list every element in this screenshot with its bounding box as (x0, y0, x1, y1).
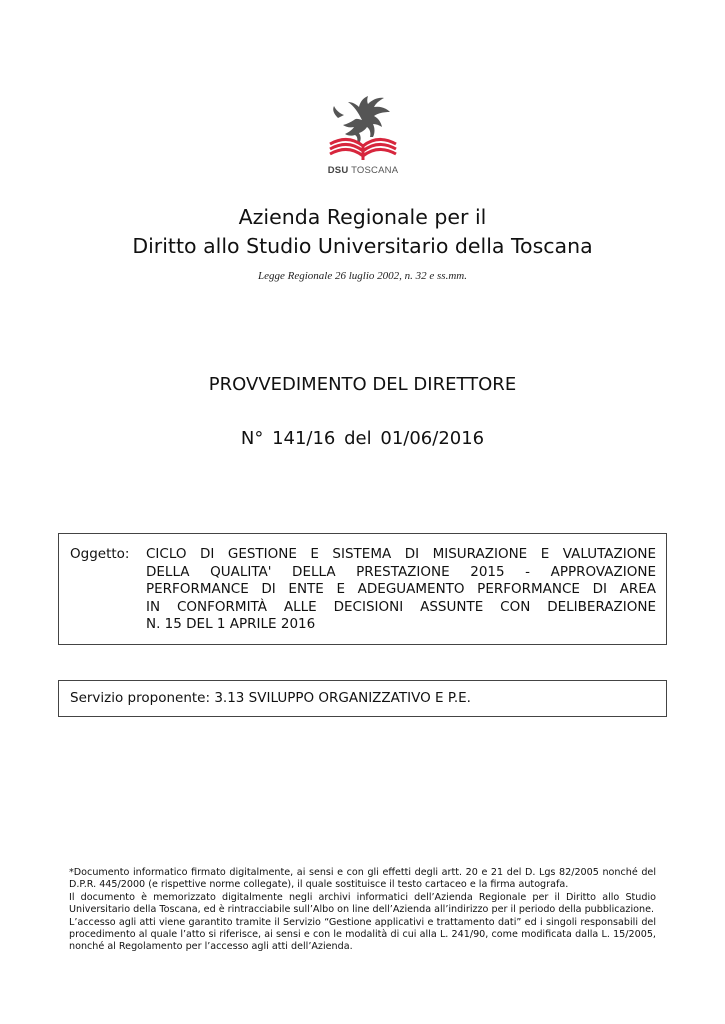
service-box (58, 680, 667, 717)
subject-line: DELLA QUALITA' DELLA PRESTAZIONE 2015 - APPROVAZIONE (146, 563, 656, 580)
footnote-paragraph: L’accesso agli atti viene garantito tramite il Servizio “Gestione applicativi e trattamento dati” ed i singoli responsabili del procedimento al quale l’atto si riferisce, ai sensi e con le modalità di cui alla L. 241/90, come modificata dalla L. 15/2005, nonché al Regolamento per l’accesso agli atti dell’Azienda. (69, 916, 656, 953)
law-reference: Legge Regionale 26 luglio 2002, n. 32 e ss.mm. (258, 270, 467, 282)
subject-line: CICLO DI GESTIONE E SISTEMA DI MISURAZIONE E VALUTAZIONE (146, 546, 656, 562)
subject-line: PERFORMANCE DI ENTE E ADEGUAMENTO PERFORMANCE DI AREA (146, 581, 656, 597)
organization-title-line-1: Azienda Regionale per il (238, 205, 487, 229)
service-value: 3.13 SVILUPPO ORGANIZZATIVO E P.E. (214, 690, 471, 706)
document-type: PROVVEDIMENTO DEL DIRETTORE (208, 374, 517, 395)
service-label: Servizio proponente: (70, 690, 211, 706)
organization-title-line-2: Diritto allo Studio Universitario della Toscana (132, 234, 593, 258)
subject-label: Oggetto: (70, 546, 130, 562)
number-label: N° (240, 428, 264, 449)
date-label: del (344, 428, 372, 449)
document-number: 141/16 (272, 428, 336, 449)
subject-line: N. 15 DEL 1 APRILE 2016 (146, 616, 316, 632)
dsu-toscana-pegasus-logo-icon (318, 90, 408, 164)
service-proposer (70, 690, 471, 707)
document-date: 01/06/2016 (380, 428, 485, 449)
organization-title (0, 203, 725, 261)
logo-wordmark: DSU TOSCANA (327, 165, 399, 176)
subject-line: IN CONFORMITÀ ALLE DECISIONI ASSUNTE CON DELIBERAZIONE (146, 598, 656, 615)
document-number-line (0, 428, 725, 449)
footnote (69, 867, 656, 954)
subject-text (146, 546, 656, 634)
dsu-toscana-logo (318, 90, 408, 182)
footnote-paragraph: Il documento è memorizzato digitalmente negli archivi informatici dell’Azienda Regionale per il Diritto allo Studio Universitario della Toscana, ed è rintracciabile sull’Albo on line dell’Azienda all’indirizzo per il periodo della pubblicazione. (69, 891, 656, 916)
footnote-paragraph: *Documento informatico firmato digitalmente, ai sensi e con gli effetti degli artt. 20 e 21 del D. Lgs 82/2005 nonché del D.P.R. 445/2000 (e rispettive norme collegate), il quale sostituisce il testo cartaceo e la firma autografa. (69, 867, 656, 891)
subject-box (58, 533, 667, 645)
